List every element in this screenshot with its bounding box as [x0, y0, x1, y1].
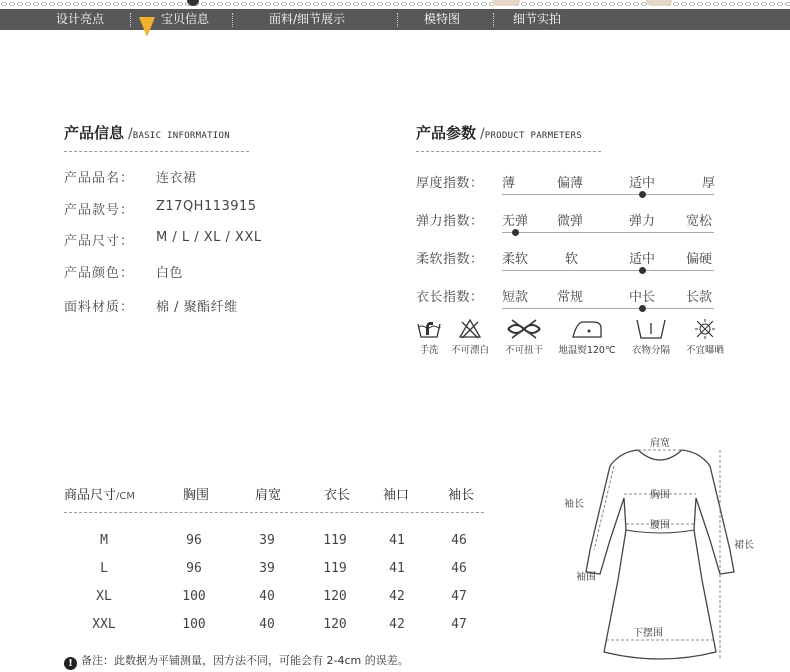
nav-item-fabric-details[interactable]: 面料/细节展示 — [269, 12, 346, 26]
param-selected-marker — [512, 229, 519, 236]
nav-separator — [493, 13, 494, 27]
product-info-title-en: BASIC INFORMATION — [132, 131, 230, 141]
dress-neckline — [638, 450, 682, 460]
decorative-shape — [492, 0, 520, 6]
info-value: Z17QH113915 — [156, 199, 257, 214]
measurement-note — [64, 652, 409, 670]
size-cell: 120 — [323, 617, 347, 632]
care-item — [446, 318, 494, 356]
size-cell: 41 — [389, 533, 405, 548]
param-option: 偏硬 — [686, 252, 713, 267]
param-option: 短款 — [502, 290, 529, 305]
care-label: 不可漂白 — [450, 345, 489, 356]
param-option: 柔软 — [502, 252, 529, 267]
info-value: M / L / XL / XXL — [156, 230, 262, 245]
info-label: 产品尺寸： — [64, 234, 135, 249]
size-cell: 39 — [259, 533, 275, 548]
care-label: 不宜曝晒 — [685, 345, 724, 356]
low-iron-icon — [571, 318, 603, 340]
no-sun-dry-icon — [693, 318, 717, 340]
size-header-unit: /CM — [116, 491, 135, 502]
size-cell: 47 — [451, 617, 467, 632]
size-cell: 119 — [323, 533, 347, 548]
care-label: 手洗 — [419, 345, 439, 356]
divider — [416, 151, 601, 152]
info-value: 棉 / 聚酯纤维 — [156, 300, 238, 315]
nav-separator — [232, 13, 233, 27]
param-option: 薄 — [502, 176, 516, 191]
no-bleach-icon — [458, 318, 482, 340]
active-nav-pointer — [139, 17, 155, 37]
size-cell: 42 — [389, 617, 405, 632]
size-cell: 40 — [259, 617, 275, 632]
param-label: 弹力指数： — [416, 214, 484, 229]
size-header-text: 商品尺寸 — [64, 488, 117, 503]
param-selected-marker — [639, 305, 646, 312]
size-cell: 119 — [323, 561, 347, 576]
title-slash: / — [480, 126, 485, 142]
size-cell: L — [100, 561, 108, 576]
size-cell: 100 — [182, 617, 206, 632]
nav-item-design-highlights[interactable]: 设计亮点 — [56, 12, 105, 26]
diagram-label-length: 裙长 — [734, 540, 754, 551]
param-option: 适中 — [629, 252, 656, 267]
size-cell: M — [100, 533, 108, 548]
nav-item-real-shots[interactable]: 细节实拍 — [513, 12, 562, 26]
param-option: 厚 — [702, 176, 716, 191]
note-text: 备注：此数据为平铺测量，因方法不同，可能会有 2-4cm 的误差。 — [81, 654, 409, 667]
param-option: 弹力 — [629, 214, 656, 229]
size-cell: 100 — [182, 589, 206, 604]
param-row-softness — [416, 248, 716, 270]
param-option: 无弹 — [502, 214, 529, 229]
size-cell: 40 — [259, 589, 275, 604]
param-row-thickness — [416, 172, 716, 194]
size-col-cuff: 袖口 — [383, 488, 410, 503]
divider — [64, 151, 249, 152]
param-scale-line — [502, 232, 714, 233]
param-scale-line — [502, 194, 714, 195]
size-col-length: 衣长 — [324, 488, 351, 503]
dress-measurement-diagram — [560, 430, 760, 672]
care-label: 衣物分隔 — [631, 345, 670, 356]
param-label: 衣长指数： — [416, 290, 484, 305]
size-cell: 120 — [323, 589, 347, 604]
param-selected-marker — [639, 267, 646, 274]
size-cell: XL — [96, 589, 112, 604]
care-label: 地温熨120℃ — [558, 345, 616, 356]
size-cell: 42 — [389, 589, 405, 604]
care-item — [626, 318, 676, 356]
size-cell: 47 — [451, 589, 467, 604]
size-cell: 39 — [259, 561, 275, 576]
size-cell: 96 — [186, 533, 202, 548]
size-cell: 96 — [186, 561, 202, 576]
param-label: 柔软指数： — [416, 252, 484, 267]
info-label: 产品品名： — [64, 171, 135, 186]
param-row-elasticity — [416, 210, 716, 232]
diagram-label-shoulder: 肩宽 — [650, 438, 670, 449]
care-label: 不可扭干 — [504, 345, 543, 356]
care-item — [500, 318, 548, 356]
info-value: 连衣裙 — [156, 171, 197, 186]
diagram-label-waist: 腰围 — [650, 520, 670, 531]
nav-item-product-info[interactable]: 宝贝信息 — [161, 12, 210, 26]
title-slash: / — [128, 126, 133, 142]
product-params-title-text: 产品参数 — [416, 124, 477, 142]
diagram-label-chest: 胸围 — [650, 490, 670, 501]
care-item — [680, 318, 730, 356]
info-label: 产品款号： — [64, 203, 135, 218]
size-cell: XXL — [92, 617, 116, 632]
nav-bar — [0, 9, 790, 30]
decorative-shape — [646, 0, 672, 6]
info-icon: ! — [64, 657, 77, 670]
size-col-shoulder: 肩宽 — [255, 488, 282, 503]
diagram-label-cuff: 袖围 — [576, 572, 596, 583]
nav-item-model-photos[interactable]: 模特图 — [424, 12, 461, 26]
size-cell: 46 — [451, 561, 467, 576]
param-option: 适中 — [629, 176, 656, 191]
diagram-label-sleeve-length: 袖长 — [564, 499, 584, 510]
no-wring-icon — [504, 318, 544, 340]
param-label: 厚度指数： — [416, 176, 484, 191]
care-item — [414, 318, 444, 356]
param-option: 长款 — [686, 290, 713, 305]
hand-wash-icon — [416, 318, 442, 340]
param-option: 中长 — [629, 290, 656, 305]
param-option: 宽松 — [686, 214, 713, 229]
param-scale-line — [502, 308, 714, 309]
size-col-chest: 胸围 — [183, 488, 210, 503]
param-scale-line — [502, 270, 714, 271]
param-row-length — [416, 286, 716, 308]
size-cell: 46 — [451, 533, 467, 548]
info-label: 产品颜色： — [64, 266, 135, 281]
param-option: 常规 — [557, 290, 584, 305]
info-value: 白色 — [156, 266, 184, 281]
product-params-title — [416, 122, 582, 143]
info-label: 面料材质： — [64, 300, 135, 315]
size-col-sleeve: 袖长 — [448, 488, 475, 503]
param-selected-marker — [639, 191, 646, 198]
separate-wash-icon — [634, 318, 668, 340]
product-info-title — [64, 122, 230, 143]
nav-separator — [397, 13, 398, 27]
param-option: 微弹 — [557, 214, 584, 229]
size-table-header-label — [64, 484, 135, 503]
product-info-title-text: 产品信息 — [64, 124, 125, 142]
care-item — [555, 318, 619, 356]
nav-separator — [130, 13, 131, 27]
size-cell: 41 — [389, 561, 405, 576]
size-table-divider — [64, 512, 484, 513]
param-option: 偏薄 — [557, 176, 584, 191]
diagram-label-hem: 下摆围 — [633, 628, 663, 639]
param-option: 软 — [565, 252, 579, 267]
product-params-title-en: PRODUCT PARMETERS — [484, 131, 582, 141]
